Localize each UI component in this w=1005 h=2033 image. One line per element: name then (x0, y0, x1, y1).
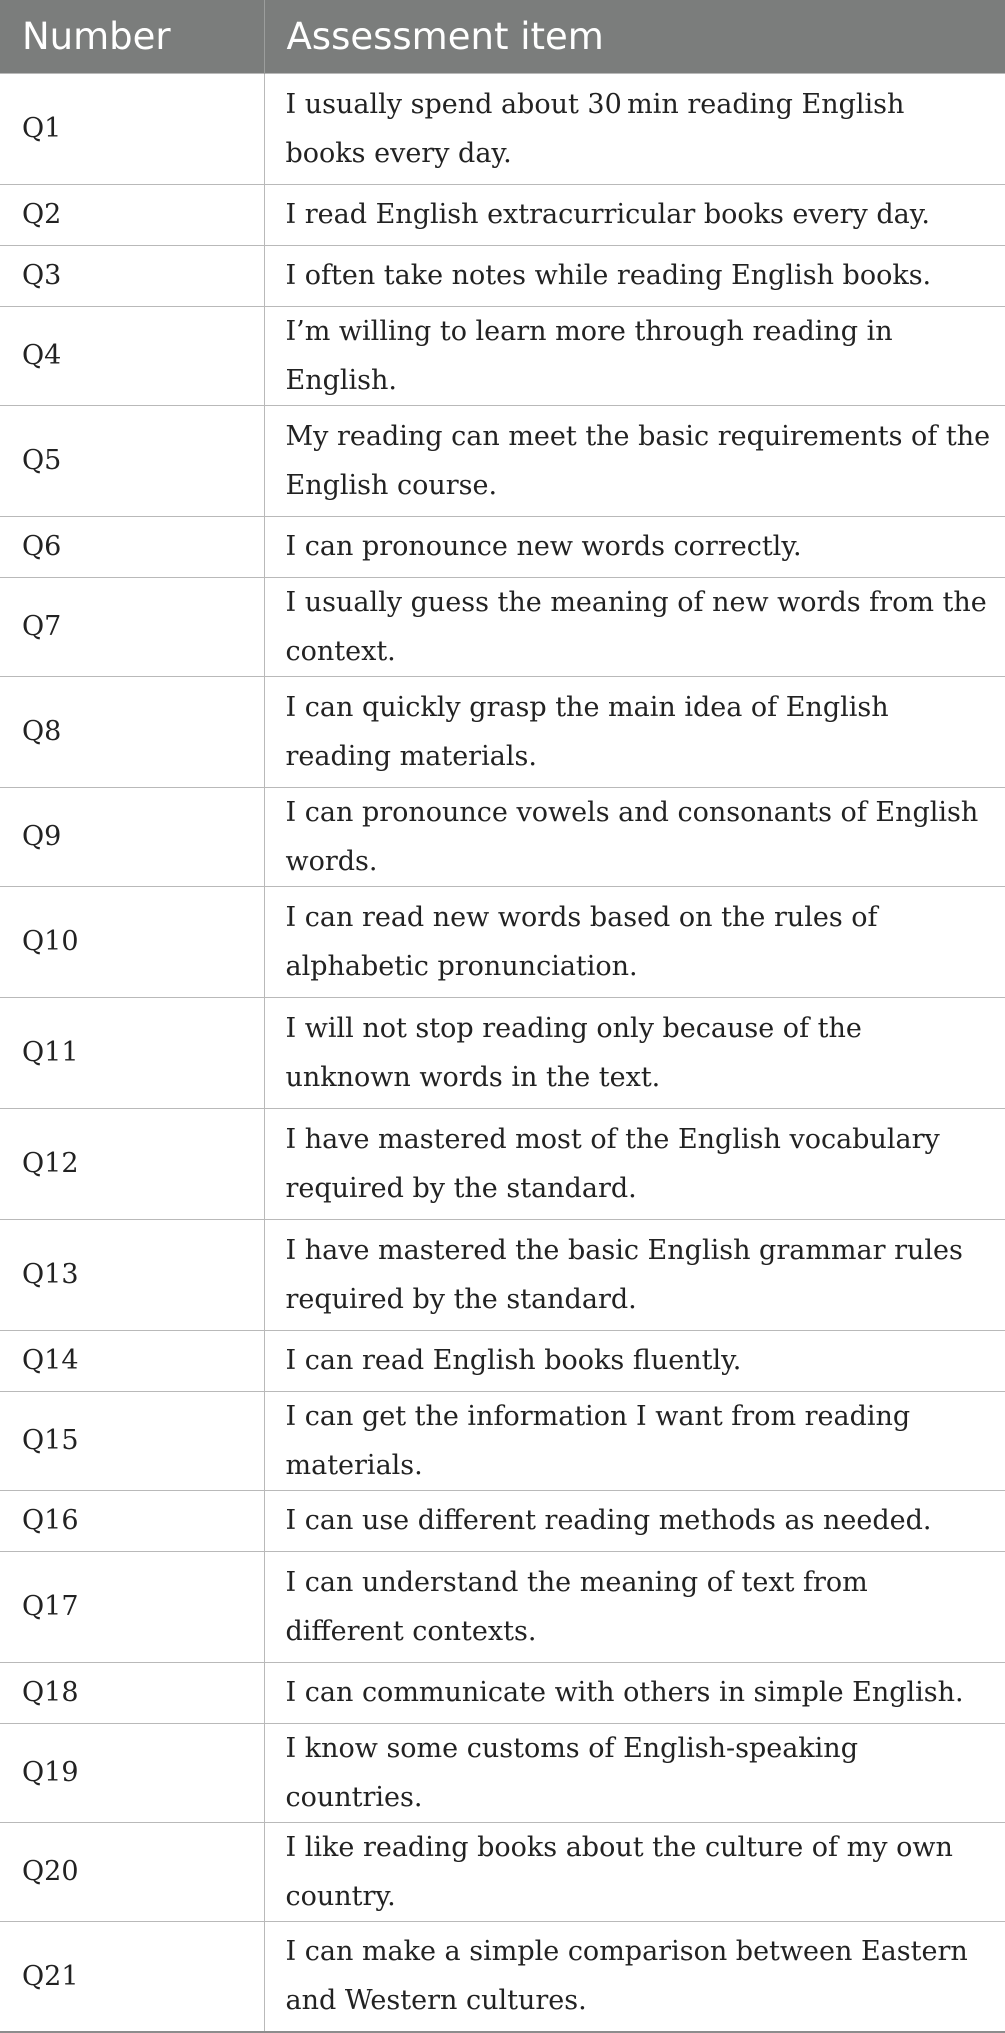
table-row (0, 1330, 1005, 1391)
row-number: Q1 (0, 73, 264, 184)
row-assessment-item: My reading can meet the basic requirements of the English course. (264, 405, 1005, 516)
row-assessment-item: I usually spend about 30 min reading English books every day. (264, 73, 1005, 184)
row-assessment-item: I know some customs of English-speaking countries. (264, 1723, 1005, 1822)
table-row (0, 1219, 1005, 1330)
table-row (0, 1822, 1005, 1921)
row-assessment-item: I like reading books about the culture of my own country. (264, 1822, 1005, 1921)
row-number: Q9 (0, 787, 264, 886)
row-number: Q21 (0, 1921, 264, 2032)
row-number: Q2 (0, 184, 264, 245)
table-row (0, 516, 1005, 577)
row-assessment-item: I can use different reading methods as needed. (264, 1490, 1005, 1551)
table-row (0, 1391, 1005, 1490)
table-body (0, 73, 1005, 2032)
table-row (0, 1723, 1005, 1822)
row-assessment-item: I can get the information I want from reading materials. (264, 1391, 1005, 1490)
row-number: Q11 (0, 997, 264, 1108)
row-number: Q3 (0, 245, 264, 306)
row-number: Q6 (0, 516, 264, 577)
row-assessment-item: I read English extracurricular books every day. (264, 184, 1005, 245)
table-header (0, 0, 1005, 73)
row-assessment-item: I can understand the meaning of text from different contexts. (264, 1551, 1005, 1662)
row-assessment-item: I usually guess the meaning of new words from the context. (264, 577, 1005, 676)
header-row (0, 0, 1005, 73)
row-number: Q8 (0, 676, 264, 787)
table-row (0, 1108, 1005, 1219)
table-row (0, 1551, 1005, 1662)
row-number: Q7 (0, 577, 264, 676)
table-row (0, 1921, 1005, 2032)
table-row (0, 886, 1005, 997)
table-row (0, 1490, 1005, 1551)
table-row (0, 676, 1005, 787)
row-number: Q10 (0, 886, 264, 997)
row-assessment-item: I can pronounce vowels and consonants of English words. (264, 787, 1005, 886)
row-number: Q18 (0, 1662, 264, 1723)
row-assessment-item: I often take notes while reading English books. (264, 245, 1005, 306)
row-assessment-item: I can read new words based on the rules of alphabetic pronunciation. (264, 886, 1005, 997)
header-assessment-item: Assessment item (264, 0, 1005, 73)
row-assessment-item: I will not stop reading only because of the unknown words in the text. (264, 997, 1005, 1108)
row-number: Q12 (0, 1108, 264, 1219)
table-row (0, 184, 1005, 245)
row-number: Q4 (0, 306, 264, 405)
header-number: Number (0, 0, 264, 73)
row-number: Q5 (0, 405, 264, 516)
row-number: Q20 (0, 1822, 264, 1921)
row-number: Q19 (0, 1723, 264, 1822)
table-row (0, 306, 1005, 405)
row-number: Q16 (0, 1490, 264, 1551)
row-assessment-item: I’m willing to learn more through reading in English. (264, 306, 1005, 405)
row-assessment-item: I can read English books fluently. (264, 1330, 1005, 1391)
row-assessment-item: I can communicate with others in simple English. (264, 1662, 1005, 1723)
table-row (0, 997, 1005, 1108)
row-number: Q13 (0, 1219, 264, 1330)
row-number: Q15 (0, 1391, 264, 1490)
row-number: Q17 (0, 1551, 264, 1662)
row-assessment-item: I have mastered the basic English grammar rules required by the standard. (264, 1219, 1005, 1330)
row-assessment-item: I can pronounce new words correctly. (264, 516, 1005, 577)
table-row (0, 73, 1005, 184)
row-assessment-item: I can make a simple comparison between Eastern and Western cultures. (264, 1921, 1005, 2032)
row-assessment-item: I can quickly grasp the main idea of English reading materials. (264, 676, 1005, 787)
table-row (0, 577, 1005, 676)
table-row (0, 1662, 1005, 1723)
table-row (0, 245, 1005, 306)
row-number: Q14 (0, 1330, 264, 1391)
table-row (0, 405, 1005, 516)
row-assessment-item: I have mastered most of the English vocabulary required by the standard. (264, 1108, 1005, 1219)
table-row (0, 787, 1005, 886)
